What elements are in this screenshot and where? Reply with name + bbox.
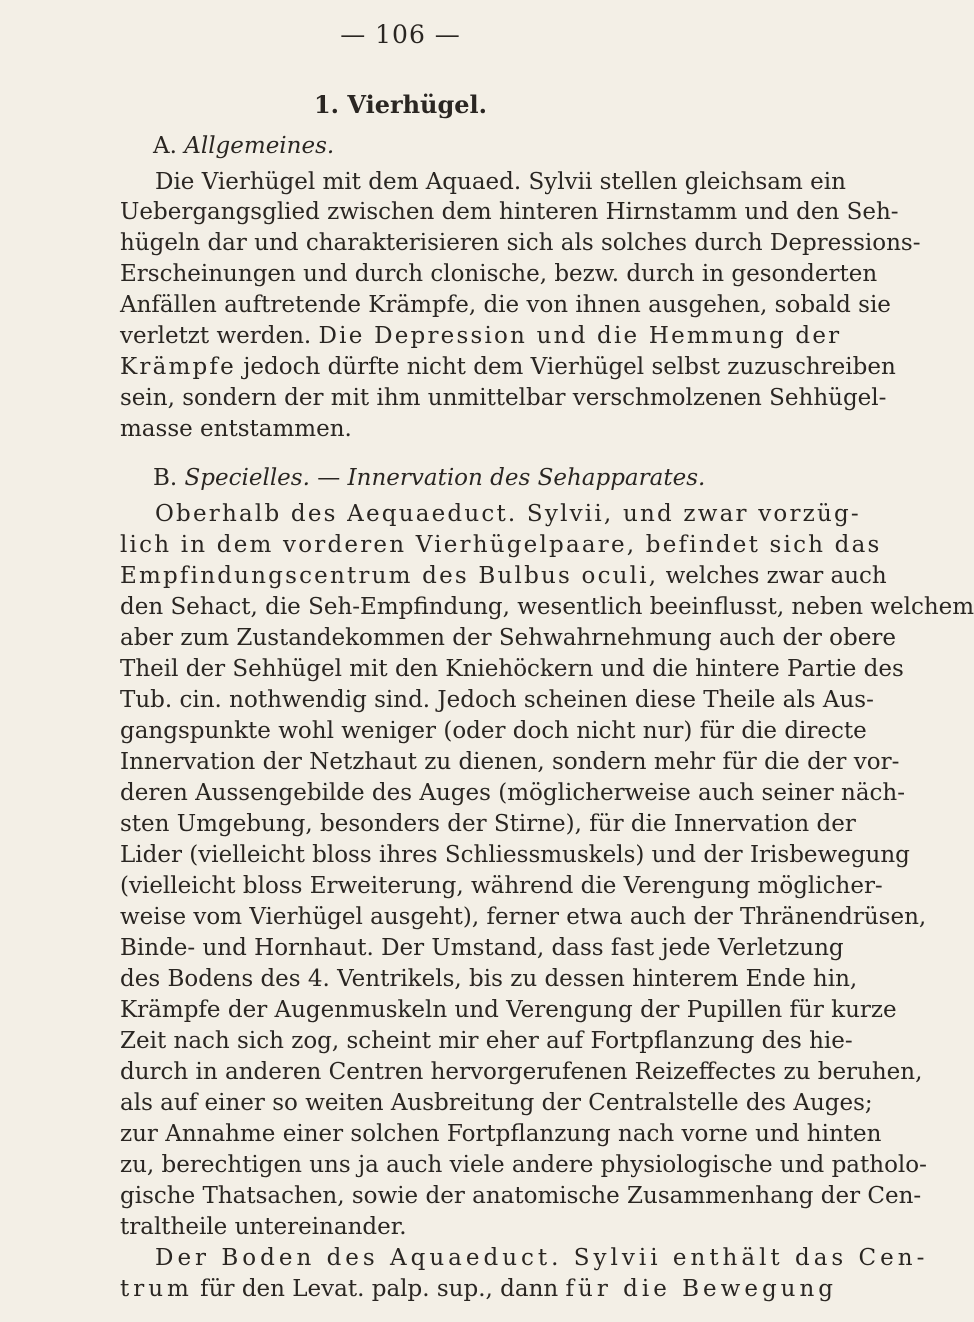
text-line: (vielleicht bloss Erweiterung, während die Verengung möglicher- (120, 873, 883, 899)
section-a-title: Allgemeines. (184, 133, 335, 159)
text-line: Lider (vielleicht bloss ihres Schliessmuskels) und der Irisbewegung (120, 842, 910, 868)
text-line: sein, sondern der mit ihm unmittelbar verschmolzenen Sehhügel- (120, 385, 887, 411)
text-line: Die Vierhügel mit dem Aquaed. Sylvii stellen gleichsam ein (155, 169, 846, 195)
text-line: Innervation der Netzhaut zu dienen, sondern mehr für die der vor- (120, 749, 900, 775)
section-b-letter: B. (153, 465, 178, 491)
text-line: gische Thatsachen, sowie der anatomische Zusammenhang der Cen- (120, 1183, 922, 1209)
text-line: traltheile untereinander. (120, 1214, 407, 1240)
text-line: durch in anderen Centren hervorgerufenen Reizeffectes zu beruhen, (120, 1059, 923, 1085)
text-line: aber zum Zustandekommen der Sehwahrnehmung auch der obere (120, 625, 896, 651)
text-line: Tub. cin. nothwendig sind. Jedoch scheinen diese Theile als Aus- (120, 687, 874, 713)
text-line: Anfällen auftretende Krämpfe, die von ihnen ausgehen, sobald sie (120, 292, 891, 318)
section-b-subtitle: Innervation des Sehapparates. (347, 465, 706, 491)
text-line (120, 561, 887, 591)
emphasized-text: Die Depression und die Hemmung der (318, 323, 842, 349)
text-segment: für den Levat. palp. sup., dann (192, 1276, 566, 1302)
section-a-heading (153, 131, 708, 161)
page-number: — 106 — (340, 20, 461, 49)
text-line: Uebergangsglied zwischen dem hinteren Hirnstamm und den Seh- (120, 199, 899, 225)
text-line: den Sehact, die Seh-Empfindung, wesentlich beeinflusst, neben welchem (120, 594, 974, 620)
text-line: Binde- und Hornhaut. Der Umstand, dass fast jede Verletzung (120, 935, 844, 961)
text-line: deren Aussengebilde des Auges (möglicherweise auch seiner näch- (120, 780, 906, 806)
text-line: als auf einer so weiten Ausbreitung der Centralstelle des Auges; (120, 1090, 873, 1116)
section-a-letter: A. (153, 133, 177, 159)
text-segment: welches zwar auch (658, 563, 887, 589)
text-line: Theil der Sehhügel mit den Kniehöckern und die hintere Partie des (120, 656, 904, 682)
section-b-dash: — (317, 465, 341, 491)
text-line: hügeln dar und charakterisieren sich als solches durch Depressions- (120, 230, 921, 256)
emphasized-text: lich in dem vorderen Vierhügelpaare, befindet sich das (120, 532, 882, 558)
emphasized-text: Der Boden des Aquaeduct. Sylvii enthält das Cen- (155, 1245, 929, 1271)
text-segment: jedoch dürfte nicht dem Vierhügel selbst zuzuschreiben (235, 354, 896, 380)
emphasized-text: Empfindungscentrum des Bulbus oculi, (120, 563, 659, 589)
text-line (120, 321, 842, 351)
emphasized-text: Krämpfe (120, 354, 236, 380)
text-line: zu, berechtigen uns ja auch viele andere physiologische und patholo- (120, 1152, 927, 1178)
text-line: Erscheinungen und durch clonische, bezw. durch in gesonderten (120, 261, 878, 287)
text-line: des Bodens des 4. Ventrikels, bis zu dessen hinterem Ende hin, (120, 966, 858, 992)
text-line: zur Annahme einer solchen Fortpflanzung nach vorne und hinten (120, 1121, 882, 1147)
text-line: weise vom Vierhügel ausgeht), ferner etwa auch der Thränendrüsen, (120, 904, 927, 930)
section-b-title: Specielles. (184, 465, 310, 491)
emphasized-text: trum (120, 1276, 193, 1302)
text-line: masse entstammen. (120, 416, 352, 442)
text-line: sten Umgebung, besonders der Stirne), für die Innervation der (120, 811, 856, 837)
text-line: Zeit nach sich zog, scheint mir eher auf Fortpflanzung des hie- (120, 1028, 853, 1054)
section-b-heading (153, 463, 708, 493)
text-line: gangspunkte wohl weniger (oder doch nicht nur) für die directe (120, 718, 867, 744)
text-line (120, 352, 896, 382)
chapter-heading: 1. Vierhügel. (313, 90, 488, 119)
emphasized-text: für die Bewegung (565, 1276, 838, 1302)
text-line (120, 1274, 838, 1304)
text-segment: verletzt werden. (120, 323, 319, 349)
text-line: Krämpfe der Augenmuskeln und Verengung der Pupillen für kurze (120, 997, 897, 1023)
emphasized-text: Oberhalb des Aequaeduct. Sylvii, und zwar vorzüg- (155, 501, 861, 527)
